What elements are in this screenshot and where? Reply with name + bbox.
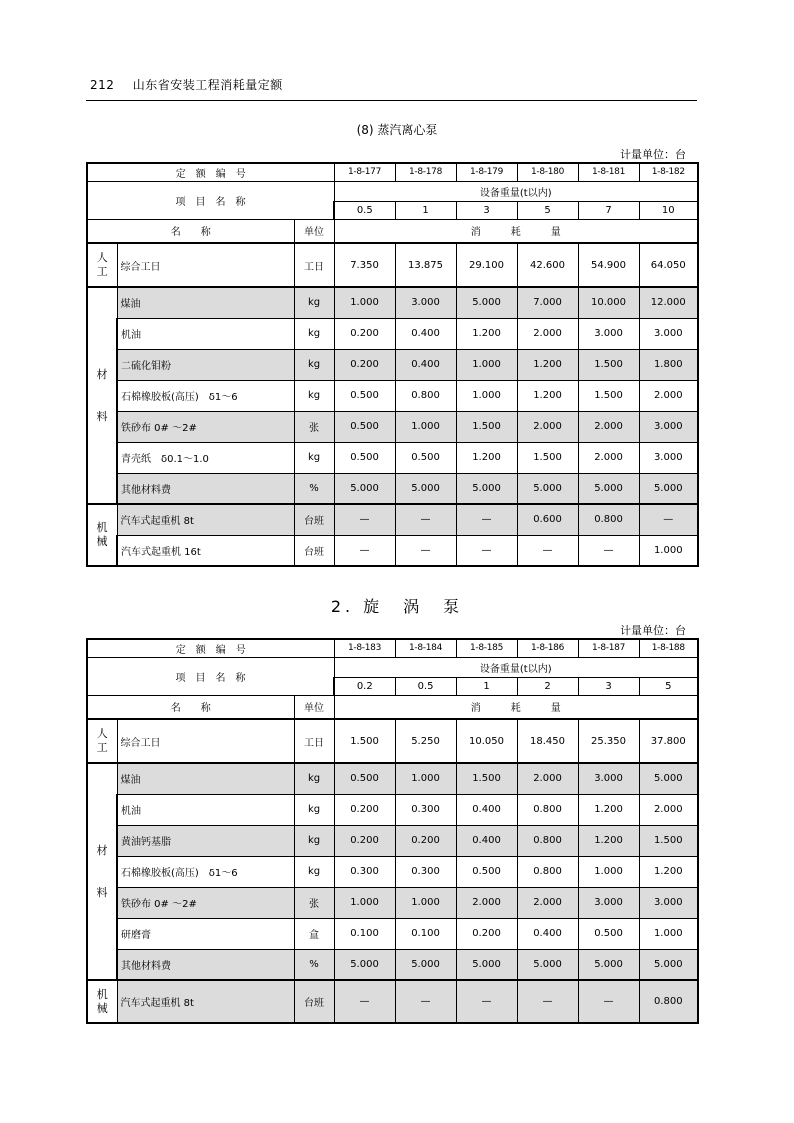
equipment-weight-value: 1 <box>395 201 456 219</box>
consumption-value: 1.500 <box>456 763 517 794</box>
header-rule <box>86 100 697 101</box>
consumption-value: 1.200 <box>578 794 639 825</box>
category-label <box>87 763 117 980</box>
consumption-value: 1.000 <box>395 887 456 918</box>
consumption-value: 1.200 <box>517 380 578 411</box>
category-text: 机 械 <box>96 987 108 1015</box>
consumption-value: 3.000 <box>395 287 456 318</box>
consumption-value: 3.000 <box>639 442 698 473</box>
consumption-value: 5.000 <box>456 949 517 980</box>
consumption-value: 2.000 <box>578 411 639 442</box>
category-label <box>87 504 117 566</box>
consumption-value: 0.500 <box>456 856 517 887</box>
consumption-value: — <box>456 504 517 535</box>
resource-unit: 工日 <box>294 719 334 763</box>
consumption-value: 5.000 <box>639 763 698 794</box>
consumption-value: — <box>578 535 639 566</box>
consumption-value: 1.500 <box>639 825 698 856</box>
category-text: 人 工 <box>96 727 108 754</box>
equipment-weight-value: 0.5 <box>395 677 456 695</box>
consumption-value: — <box>517 535 578 566</box>
consumption-value: 2.000 <box>639 794 698 825</box>
consumption-value: 0.200 <box>334 794 395 825</box>
consumption-value: 0.800 <box>395 380 456 411</box>
consumption-value: 2.000 <box>517 411 578 442</box>
resource-name: 石棉橡胶板(高压) δ1～6 <box>117 380 294 411</box>
consumption-value: 1.500 <box>578 349 639 380</box>
category-label <box>87 243 117 287</box>
quota-code: 1-8-177 <box>334 163 395 181</box>
consumption-value: 12.000 <box>639 287 698 318</box>
consumption-value: 5.000 <box>456 473 517 504</box>
quota-code: 1-8-187 <box>578 639 639 657</box>
consumption-value: 2.000 <box>456 887 517 918</box>
resource-name: 其他材料费 <box>117 473 294 504</box>
consumption-value: 0.300 <box>334 856 395 887</box>
consumption-value: — <box>395 980 456 1023</box>
unit-column-header: 单位 <box>294 219 334 243</box>
consumption-value: 42.600 <box>517 243 578 287</box>
resource-unit: 台班 <box>294 980 334 1023</box>
consumption-value: 1.000 <box>578 856 639 887</box>
consumption-value: 7.350 <box>334 243 395 287</box>
resource-unit: kg <box>294 856 334 887</box>
consumption-value: — <box>578 980 639 1023</box>
equipment-weight-value: 5 <box>639 677 698 695</box>
resource-unit: % <box>294 949 334 980</box>
resource-unit: kg <box>294 349 334 380</box>
quota-number-label: 定 额 编 号 <box>87 639 334 657</box>
consumption-value: — <box>334 504 395 535</box>
consumption-value: 0.500 <box>578 918 639 949</box>
equipment-weight-label: 设备重量(t以内) <box>334 181 698 201</box>
consumption-value: 3.000 <box>639 887 698 918</box>
consumption-value: 37.800 <box>639 719 698 763</box>
consumption-value: 5.000 <box>456 287 517 318</box>
quota-table-vortex-pump <box>86 638 699 1024</box>
consumption-value: 1.500 <box>456 411 517 442</box>
consumption-value: 3.000 <box>578 763 639 794</box>
consumption-value: 5.000 <box>395 949 456 980</box>
consumption-value: 25.350 <box>578 719 639 763</box>
consumption-value: 1.000 <box>395 763 456 794</box>
consumption-value: — <box>334 980 395 1023</box>
quota-table-steam-pump <box>86 162 699 567</box>
consumption-value: 0.500 <box>395 442 456 473</box>
consumption-value: 3.000 <box>639 411 698 442</box>
consumption-value: 3.000 <box>639 318 698 349</box>
consumption-value: 0.400 <box>517 918 578 949</box>
consumption-value: 10.050 <box>456 719 517 763</box>
consumption-value: 1.800 <box>639 349 698 380</box>
consumption-value: 5.000 <box>334 473 395 504</box>
equipment-weight-value: 2 <box>517 677 578 695</box>
consumption-value: 0.400 <box>395 349 456 380</box>
resource-name: 综合工日 <box>117 243 294 287</box>
quota-code: 1-8-182 <box>639 163 698 181</box>
unit-label: 计量单位：台 <box>620 624 686 637</box>
section-title-vortex-pump: 2. 旋 涡 泵 <box>330 597 464 616</box>
resource-name: 其他材料费 <box>117 949 294 980</box>
consumption-value: 0.300 <box>395 794 456 825</box>
resource-unit: kg <box>294 380 334 411</box>
consumption-value: 7.000 <box>517 287 578 318</box>
resource-name: 黄油钙基脂 <box>117 825 294 856</box>
equipment-weight-value: 0.2 <box>334 677 395 695</box>
quota-code: 1-8-186 <box>517 639 578 657</box>
page-number: 212 <box>90 78 115 92</box>
consumption-header: 消 耗 量 <box>334 695 698 719</box>
equipment-weight-value: 3 <box>456 201 517 219</box>
consumption-value: — <box>639 504 698 535</box>
consumption-value: 1.000 <box>456 349 517 380</box>
resource-name: 青壳纸 δ0.1～1.0 <box>117 442 294 473</box>
consumption-value: 5.000 <box>639 949 698 980</box>
resource-unit: 台班 <box>294 504 334 535</box>
page-header <box>90 76 283 93</box>
category-label <box>87 980 117 1023</box>
consumption-value: 0.500 <box>334 411 395 442</box>
consumption-value: 3.000 <box>578 318 639 349</box>
resource-name: 煤油 <box>117 763 294 794</box>
resource-unit: kg <box>294 287 334 318</box>
resource-unit: % <box>294 473 334 504</box>
category-text: 人 工 <box>96 251 108 278</box>
resource-unit: 张 <box>294 887 334 918</box>
quota-code: 1-8-188 <box>639 639 698 657</box>
consumption-value: 1.000 <box>639 535 698 566</box>
quota-number-label: 定 额 编 号 <box>87 163 334 181</box>
consumption-value: 1.500 <box>334 719 395 763</box>
item-name-label: 项 目 名 称 <box>87 657 334 695</box>
quota-code: 1-8-181 <box>578 163 639 181</box>
consumption-value: 0.200 <box>395 825 456 856</box>
section-title-steam-pump: (8) 蒸汽离心泵 <box>356 123 438 137</box>
consumption-value: 0.800 <box>517 794 578 825</box>
consumption-value: 1.000 <box>334 287 395 318</box>
consumption-value: 10.000 <box>578 287 639 318</box>
consumption-value: 0.500 <box>334 380 395 411</box>
consumption-value: 1.500 <box>578 380 639 411</box>
consumption-value: 1.000 <box>456 380 517 411</box>
resource-unit: kg <box>294 794 334 825</box>
consumption-value: 1.000 <box>395 411 456 442</box>
resource-unit: kg <box>294 442 334 473</box>
consumption-value: — <box>395 504 456 535</box>
resource-name: 汽车式起重机 16t <box>117 535 294 566</box>
consumption-value: — <box>395 535 456 566</box>
consumption-value: 13.875 <box>395 243 456 287</box>
resource-name: 铁砂布 0# ～2# <box>117 411 294 442</box>
consumption-value: 0.400 <box>456 825 517 856</box>
resource-unit: 张 <box>294 411 334 442</box>
consumption-value: 1.000 <box>639 918 698 949</box>
consumption-value: 18.450 <box>517 719 578 763</box>
resource-name: 铁砂布 0# ～2# <box>117 887 294 918</box>
consumption-value: 5.000 <box>517 473 578 504</box>
consumption-value: 2.000 <box>517 763 578 794</box>
quota-code: 1-8-184 <box>395 639 456 657</box>
unit-column-header: 单位 <box>294 695 334 719</box>
consumption-value: 1.200 <box>456 318 517 349</box>
consumption-value: 0.300 <box>395 856 456 887</box>
consumption-value: 0.200 <box>456 918 517 949</box>
consumption-value: 0.800 <box>578 504 639 535</box>
consumption-value: 0.200 <box>334 318 395 349</box>
equipment-weight-value: 0.5 <box>334 201 395 219</box>
consumption-header: 消 耗 量 <box>334 219 698 243</box>
consumption-value: 1.200 <box>456 442 517 473</box>
consumption-value: — <box>456 535 517 566</box>
category-label <box>87 287 117 504</box>
consumption-value: 54.900 <box>578 243 639 287</box>
quota-code: 1-8-185 <box>456 639 517 657</box>
equipment-weight-value: 3 <box>578 677 639 695</box>
consumption-value: 0.800 <box>517 825 578 856</box>
quota-code: 1-8-178 <box>395 163 456 181</box>
consumption-value: 5.250 <box>395 719 456 763</box>
category-label <box>87 719 117 763</box>
resource-name: 汽车式起重机 8t <box>117 980 294 1023</box>
consumption-value: — <box>517 980 578 1023</box>
consumption-value: 1.000 <box>334 887 395 918</box>
consumption-value: 0.100 <box>395 918 456 949</box>
category-text: 机 械 <box>96 521 108 548</box>
consumption-value: — <box>334 535 395 566</box>
consumption-value: 5.000 <box>395 473 456 504</box>
consumption-value: 0.400 <box>395 318 456 349</box>
consumption-value: 0.400 <box>456 794 517 825</box>
resource-unit: 盒 <box>294 918 334 949</box>
book-title: 山东省安装工程消耗量定额 <box>132 78 283 92</box>
item-name-label: 项 目 名 称 <box>87 181 334 219</box>
consumption-value: 0.200 <box>334 825 395 856</box>
equipment-weight-value: 5 <box>517 201 578 219</box>
quota-code: 1-8-180 <box>517 163 578 181</box>
quota-code: 1-8-183 <box>334 639 395 657</box>
consumption-value: 0.500 <box>334 442 395 473</box>
resource-name: 汽车式起重机 8t <box>117 504 294 535</box>
equipment-weight-value: 7 <box>578 201 639 219</box>
consumption-value: 5.000 <box>578 949 639 980</box>
consumption-value: 2.000 <box>639 380 698 411</box>
category-text: 材 料 <box>96 367 108 423</box>
consumption-value: 2.000 <box>517 887 578 918</box>
resource-name: 煤油 <box>117 287 294 318</box>
resource-name: 机油 <box>117 318 294 349</box>
resource-name: 二硫化钼粉 <box>117 349 294 380</box>
consumption-value: 0.600 <box>517 504 578 535</box>
consumption-value: 1.500 <box>517 442 578 473</box>
resource-unit: kg <box>294 825 334 856</box>
resource-unit: 工日 <box>294 243 334 287</box>
consumption-value: 0.800 <box>639 980 698 1023</box>
resource-unit: 台班 <box>294 535 334 566</box>
consumption-value: 29.100 <box>456 243 517 287</box>
consumption-value: 5.000 <box>578 473 639 504</box>
resource-name: 石棉橡胶板(高压) δ1～6 <box>117 856 294 887</box>
consumption-value: 0.200 <box>334 349 395 380</box>
quota-code: 1-8-179 <box>456 163 517 181</box>
consumption-value: 0.800 <box>517 856 578 887</box>
unit-label: 计量单位：台 <box>620 148 686 161</box>
resource-name: 机油 <box>117 794 294 825</box>
consumption-value: 64.050 <box>639 243 698 287</box>
consumption-value: 0.100 <box>334 918 395 949</box>
consumption-value: 1.200 <box>639 856 698 887</box>
consumption-value: 0.500 <box>334 763 395 794</box>
consumption-value: 5.000 <box>517 949 578 980</box>
category-text: 材 料 <box>96 843 108 899</box>
consumption-value: 2.000 <box>517 318 578 349</box>
name-column-header: 名 称 <box>87 219 294 243</box>
consumption-value: 3.000 <box>578 887 639 918</box>
consumption-value: 5.000 <box>334 949 395 980</box>
consumption-value: 1.200 <box>517 349 578 380</box>
name-column-header: 名 称 <box>87 695 294 719</box>
equipment-weight-label: 设备重量(t以内) <box>334 657 698 677</box>
equipment-weight-value: 10 <box>639 201 698 219</box>
resource-name: 研磨膏 <box>117 918 294 949</box>
consumption-value: 1.200 <box>578 825 639 856</box>
consumption-value: 5.000 <box>639 473 698 504</box>
equipment-weight-value: 1 <box>456 677 517 695</box>
resource-unit: kg <box>294 318 334 349</box>
resource-name: 综合工日 <box>117 719 294 763</box>
consumption-value: — <box>456 980 517 1023</box>
consumption-value: 2.000 <box>578 442 639 473</box>
resource-unit: kg <box>294 763 334 794</box>
